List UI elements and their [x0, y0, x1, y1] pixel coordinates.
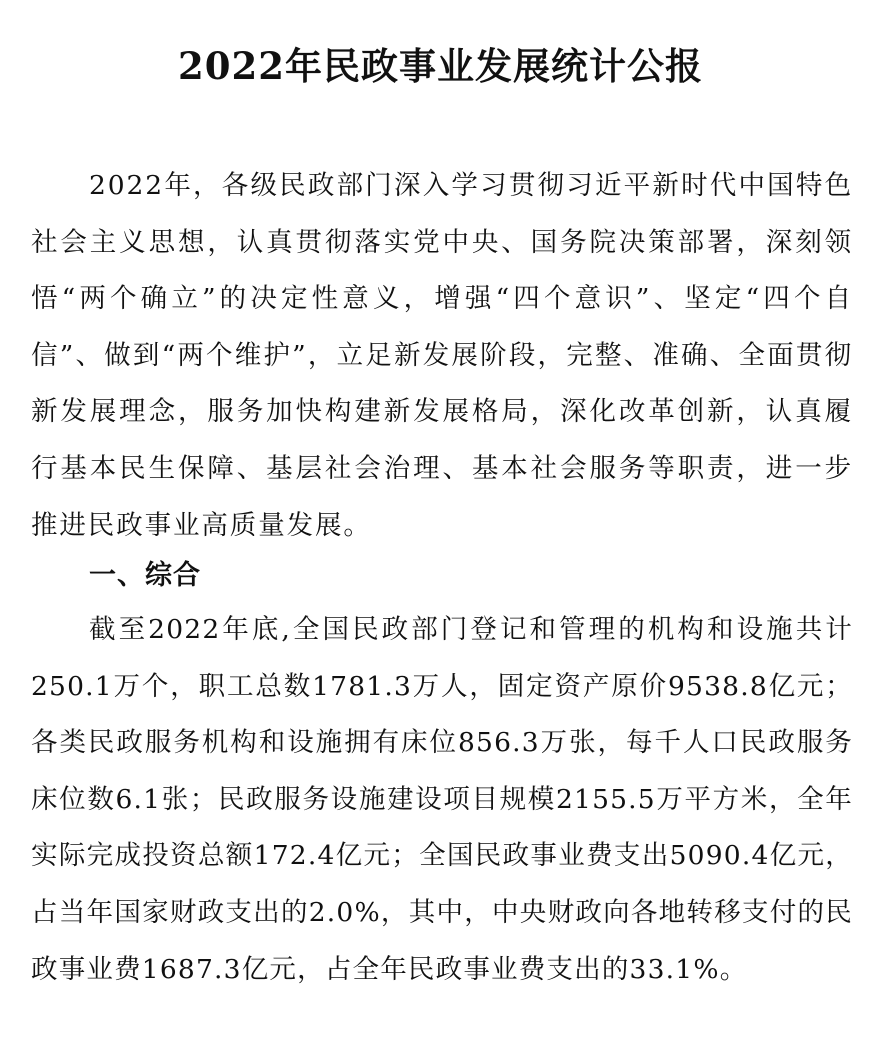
- section-paragraph: 截至2022年底,全国民政部门登记和管理的机构和设施共计250.1万个，职工总数1781.3万人，固定资产原价9538.8亿元；各类民政服务机构和设施拥有床位856.3万张，每千人口民政服务床位数6.1张；民政服务设施建设项目规模2155.5万平方米，全年实际完成投资总额172.4亿元；全国民政事业费支出5090.4亿元，占当年国家财政支出的2.0%，其中，中央财政向各地转移支付的民政事业费1687.3亿元，占全年民政事业费支出的33.1%。: [31, 614, 853, 985]
- document-title: 2022年民政事业发展统计公报: [178, 44, 703, 88]
- section-heading: 一、综合: [89, 560, 201, 591]
- intro-paragraph: 2022年，各级民政部门深入学习贯彻习近平新时代中国特色社会主义思想，认真贯彻落实党中央、国务院决策部署，深刻领悟“两个确立”的决定性意义，增强“四个意识”、坚定“四个自信”、做到“两个维护”，立足新发展阶段，完整、准确、全面贯彻新发展理念，服务加快构建新发展格局，深化改革创新，认真履行基本民生保障、基层社会治理、基本社会服务等职责，进一步推进民政事业高质量发展。: [31, 170, 853, 541]
